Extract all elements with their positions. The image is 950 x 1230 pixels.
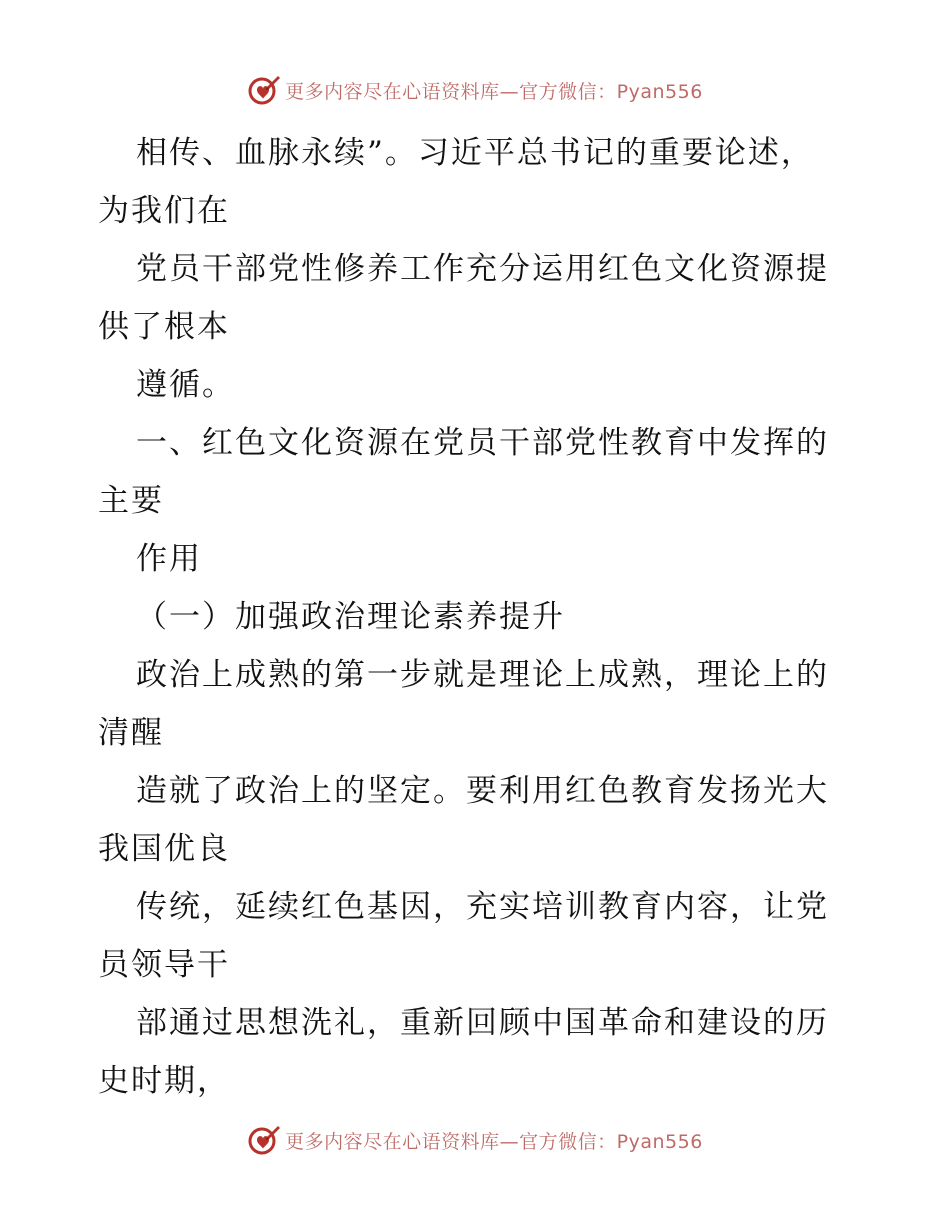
- header-watermark-text: 更多内容尽在心语资料库—官方微信：Pyan556: [285, 80, 703, 103]
- footer-watermark: [0, 1120, 950, 1160]
- document-body: [98, 124, 858, 1110]
- subsection-heading: （一）加强政治理论素养提升: [136, 599, 565, 635]
- body-line: 部通过思想洗礼，重新回顾中国革命和建设的历: [136, 1005, 829, 1041]
- body-line: 传统，延续红色基因，充实培训教育内容，让党: [136, 889, 829, 925]
- body-line: 员领导干: [98, 947, 230, 983]
- heart-pen-logo-icon: [247, 1123, 281, 1157]
- body-line: 造就了政治上的坚定。要利用红色教育发扬光大: [136, 773, 829, 809]
- body-line: 党员干部党性修养工作充分运用红色文化资源提: [136, 251, 829, 287]
- body-line: 政治上成熟的第一步就是理论上成熟，理论上的: [136, 657, 829, 693]
- section-heading-continued: 主要: [98, 483, 164, 519]
- body-line: 为我们在: [98, 193, 230, 229]
- section-heading: 一、红色文化资源在党员干部党性教育中发挥的: [136, 425, 829, 461]
- body-line: 相传、血脉永续”。习近平总书记的重要论述，: [136, 135, 814, 171]
- body-line: 我国优良: [98, 831, 230, 867]
- header-watermark: [0, 70, 950, 110]
- heart-pen-logo-icon: [247, 73, 281, 107]
- body-line: 遵循。: [136, 367, 235, 403]
- body-line: 清醒: [98, 715, 164, 751]
- section-heading-continued: 作用: [136, 541, 202, 577]
- body-line: 史时期，: [98, 1063, 230, 1099]
- body-line: 供了根本: [98, 309, 230, 345]
- footer-watermark-text: 更多内容尽在心语资料库—官方微信：Pyan556: [285, 1130, 703, 1153]
